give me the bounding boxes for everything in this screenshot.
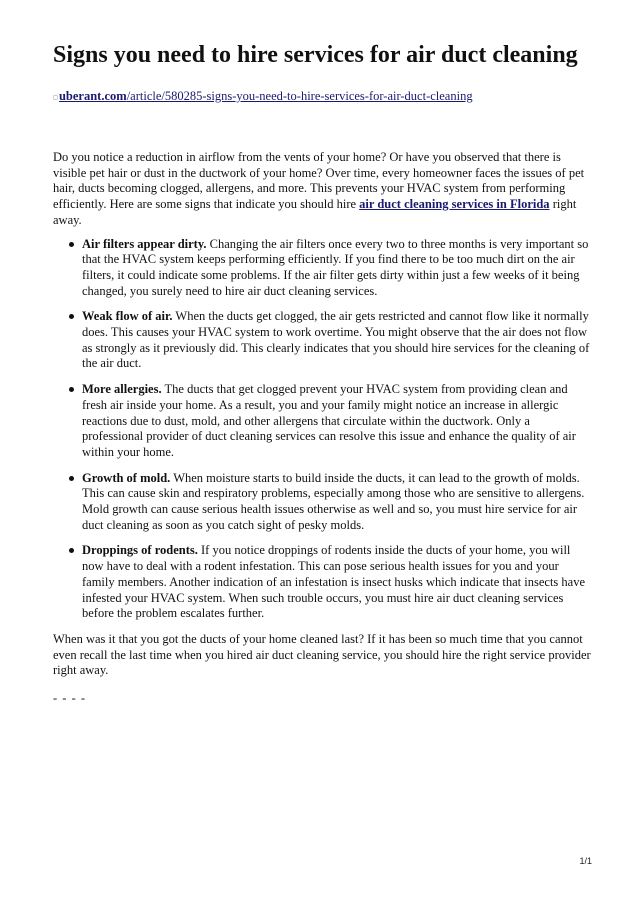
florida-services-link[interactable]: air duct cleaning services in Florida	[359, 197, 550, 212]
article-body	[53, 150, 593, 707]
document-page	[53, 40, 593, 707]
source-path: /article/580285-signs-you-need-to-hire-services-for-air-duct-cleaning	[126, 89, 473, 103]
list-item-text: When moisture starts to build inside the ducts, it can lead to the growth of molds. This can cause skin and respiratory problems, especially among those who are sensitive to allergens. Mold growth can cause serious health issues otherwise as well and so, you must hire service for air duct cleaning as soon as you catch sight of pesky molds.	[82, 470, 585, 532]
bullet-icon	[69, 476, 74, 481]
list-item-heading: Droppings of rodents.	[82, 543, 198, 558]
source-link[interactable]	[59, 89, 473, 103]
signs-list	[53, 237, 593, 622]
source-line	[53, 88, 593, 106]
list-item-text: The ducts that get clogged prevent your HVAC system from providing clean and fresh air inside your home. As a result, you and your family might notice an increase in allergic reactions due to dust, mold, and other allergens that circulate within the ductwork. Only a professional provider of duct cleaning services can resolve this issue and enhance the quality of air within your home.	[82, 382, 576, 459]
page-number: 1/1	[579, 856, 592, 866]
list-item-text: If you notice droppings of rodents inside the ducts of your home, you will now have to deal with a rodent infestation. This can pose serious health issues for you and your family members. Another indication of an infestation is insect husks which indicate that insects have infested your HVAC system. When such trouble occurs, you must hire air duct cleaning services before the problem escalates further.	[82, 543, 586, 621]
list-item	[82, 237, 593, 300]
list-item-heading: Air filters appear dirty.	[82, 236, 207, 251]
list-item-text: When the ducts get clogged, the air gets restricted and cannot flow like it normally does. This causes your HVAC system to work overtime. You might observe that the air does not flow as strongly as it previously did. This clearly indicates that you should hire services for the cleaning of the air duct.	[82, 309, 590, 371]
bullet-icon	[69, 387, 74, 392]
list-item-heading: Growth of mold.	[82, 470, 171, 485]
link-icon: ◻	[53, 95, 58, 101]
page-title: Signs you need to hire services for air duct cleaning	[53, 42, 578, 68]
separator: - - - -	[53, 691, 87, 706]
intro-after-link: right away.	[53, 197, 577, 227]
bullet-icon	[69, 548, 74, 553]
list-item	[82, 382, 593, 461]
list-item-heading: More allergies.	[82, 382, 162, 397]
list-item	[82, 471, 593, 534]
list-item-heading: Weak flow of air.	[82, 309, 173, 324]
source-domain: uberant.com	[58, 89, 127, 103]
intro-text: Do you notice a reduction in airflow from the vents of your home? Or have you observed that there is visible pet hair or dust in the ductwork of your home? Over time, every homeowner faces the issues of pet hair, ducts becoming clogged, allergens, and more. This prevents your HVAC system from performing efficiently. Here are some signs that indicate you should hire	[53, 150, 585, 212]
list-item	[82, 543, 593, 622]
bullet-icon	[69, 314, 74, 319]
list-item	[82, 309, 593, 372]
list-item-text: Changing the air filters once every two to three months is very important so that the HVAC system keeps performing efficiently. If you find there to be too much dirt on the air filters, it could indicate some problems. If the air filter gets dirty within just a few weeks of it being changed, you surely need to hire air duct cleaning services.	[82, 236, 589, 298]
bullet-icon	[69, 242, 74, 247]
closing-paragraph: When was it that you got the ducts of your home cleaned last? If it has been so much time that you cannot even recall the last time when you hired air duct cleaning service, you should hire the right service provider right away.	[53, 631, 591, 678]
intro-paragraph	[53, 150, 593, 229]
